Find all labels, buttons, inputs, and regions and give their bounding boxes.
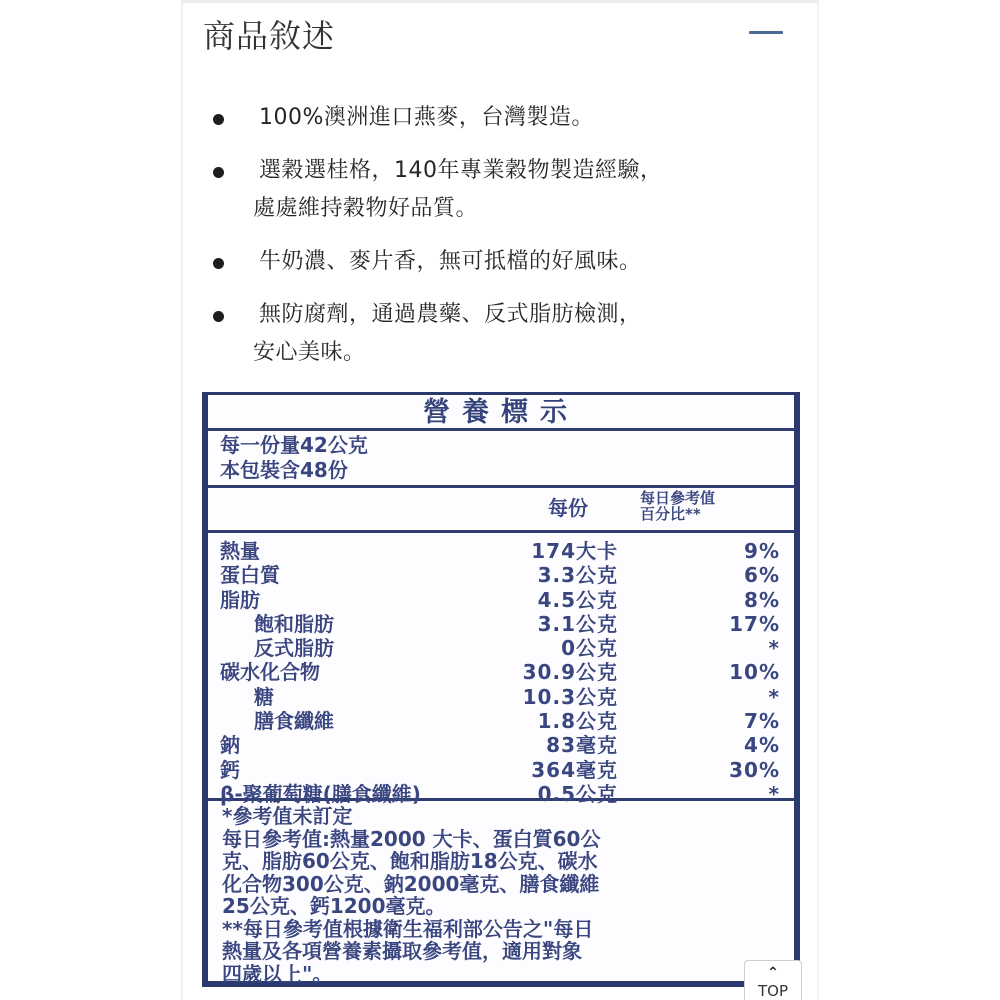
bullet-icon bbox=[213, 311, 224, 322]
feature-list bbox=[211, 99, 791, 387]
nutrient-name: 碳水化合物 bbox=[220, 660, 320, 685]
footnote-line: 四歲以上"。 bbox=[222, 961, 333, 986]
bullet-text: 安心美味。 bbox=[253, 340, 366, 365]
nutrient-amount: 0公克 bbox=[561, 636, 618, 661]
back-to-top-button[interactable] bbox=[744, 960, 802, 1000]
nutrient-amount: 174大卡 bbox=[531, 539, 618, 563]
nutrition-column-header bbox=[208, 488, 794, 533]
nutrient-amount: 1.8公克 bbox=[537, 709, 618, 734]
footnote-line: *參考值未訂定 bbox=[222, 804, 353, 828]
serving-info bbox=[208, 431, 794, 488]
nutrient-amount: 83毫克 bbox=[546, 733, 618, 758]
nutrient-daily-value: 9% bbox=[744, 539, 780, 563]
minus-icon bbox=[749, 31, 783, 34]
nutrient-row bbox=[208, 782, 794, 806]
nutrition-facts-label bbox=[202, 392, 800, 987]
nutrient-daily-value: 10% bbox=[729, 660, 780, 685]
nutrient-daily-value: 7% bbox=[744, 709, 780, 734]
product-description-panel bbox=[181, 0, 819, 1000]
nutrient-row bbox=[208, 709, 794, 733]
bullet-text: 100%澳洲進口燕麥，台灣製造。 bbox=[259, 105, 594, 130]
bullet-text: 無防腐劑，通過農藥、反式脂肪檢測， bbox=[259, 302, 642, 327]
nutrient-name: 反式脂肪 bbox=[254, 636, 334, 661]
bullet-icon bbox=[213, 258, 224, 269]
nutrient-row bbox=[208, 758, 794, 782]
nutrient-row bbox=[208, 588, 794, 612]
chevron-up-icon: ⌃ bbox=[767, 965, 779, 981]
nutrient-daily-value: * bbox=[768, 636, 780, 661]
nutrient-row bbox=[208, 563, 794, 587]
nutrient-name: 脂肪 bbox=[220, 587, 260, 612]
nutrient-name: 鈉 bbox=[220, 733, 240, 758]
nutrient-row bbox=[208, 660, 794, 684]
nutrient-daily-value: 4% bbox=[744, 733, 780, 758]
nutrition-title: 營養標示 bbox=[208, 395, 794, 431]
nutrient-row bbox=[208, 685, 794, 709]
nutrient-name: 熱量 bbox=[220, 539, 260, 563]
collapse-button[interactable] bbox=[743, 19, 787, 49]
serving-size: 每一份量42公克 bbox=[220, 433, 368, 457]
nutrient-name: 糖 bbox=[254, 684, 274, 709]
nutrition-footnotes bbox=[208, 801, 794, 985]
daily-value-header-line: 每日參考值 bbox=[640, 489, 716, 507]
nutrient-row bbox=[208, 733, 794, 757]
bullet-icon bbox=[213, 114, 224, 125]
daily-value-header bbox=[640, 490, 780, 522]
nutrient-amount: 3.1公克 bbox=[537, 611, 618, 636]
daily-value-header-line: 百分比** bbox=[640, 505, 701, 523]
nutrient-amount: 364毫克 bbox=[531, 757, 618, 782]
footnote-line: 化合物300公克、鈉2000毫克、膳食纖維 bbox=[222, 871, 600, 896]
nutrient-amount: 30.9公克 bbox=[522, 660, 618, 685]
list-item bbox=[211, 152, 791, 228]
nutrient-amount: 4.5公克 bbox=[537, 587, 618, 612]
list-item bbox=[211, 296, 791, 372]
bullet-text: 處處維持穀物好品質。 bbox=[253, 196, 479, 221]
nutrient-row bbox=[208, 636, 794, 660]
bullet-icon bbox=[213, 167, 224, 178]
nutrient-name: 鈣 bbox=[220, 757, 240, 782]
nutrient-name: 飽和脂肪 bbox=[254, 611, 334, 636]
section-title: 商品敘述 bbox=[203, 17, 336, 55]
list-item bbox=[211, 243, 791, 281]
footnote-line: 克、脂肪60公克、飽和脂肪18公克、碳水 bbox=[222, 849, 598, 873]
nutrient-row bbox=[208, 612, 794, 636]
nutrient-name: 蛋白質 bbox=[220, 563, 280, 588]
bullet-text: 牛奶濃、麥片香，無可抵檔的好風味。 bbox=[259, 249, 642, 274]
nutrient-amount: 0.5公克 bbox=[537, 781, 618, 806]
nutrient-daily-value: 8% bbox=[744, 587, 780, 612]
nutrient-name: β-聚葡萄糖(膳食纖維) bbox=[220, 781, 421, 806]
servings-per-pack: 本包裝含48份 bbox=[220, 458, 348, 482]
footnote-line: 熱量及各項營養素攝取參考值，適用對象 bbox=[222, 939, 582, 963]
per-serving-header: 每份 bbox=[548, 496, 588, 520]
nutrient-amount: 3.3公克 bbox=[537, 563, 618, 588]
nutrient-daily-value: * bbox=[768, 781, 780, 806]
bullet-text: 選穀選桂格，140年專業穀物製造經驗， bbox=[259, 158, 663, 183]
nutrient-daily-value: 30% bbox=[729, 757, 780, 782]
nutrient-daily-value: 17% bbox=[729, 611, 780, 636]
nutrient-amount: 10.3公克 bbox=[522, 684, 618, 709]
list-item bbox=[211, 99, 791, 137]
nutrient-daily-value: 6% bbox=[744, 563, 780, 588]
nutrient-name: 膳食纖維 bbox=[254, 709, 334, 734]
nutrient-daily-value: * bbox=[768, 684, 780, 709]
footnote-line: 每日參考值:熱量2000 大卡、蛋白質60公 bbox=[222, 826, 601, 851]
nutrient-rows bbox=[208, 533, 794, 806]
nutrient-row bbox=[208, 539, 794, 563]
top-label: TOP bbox=[757, 982, 788, 1000]
footnote-line: 25公克、鈣1200毫克。 bbox=[222, 894, 446, 918]
footnote-line: **每日參考值根據衛生福利部公告之"每日 bbox=[222, 916, 594, 941]
